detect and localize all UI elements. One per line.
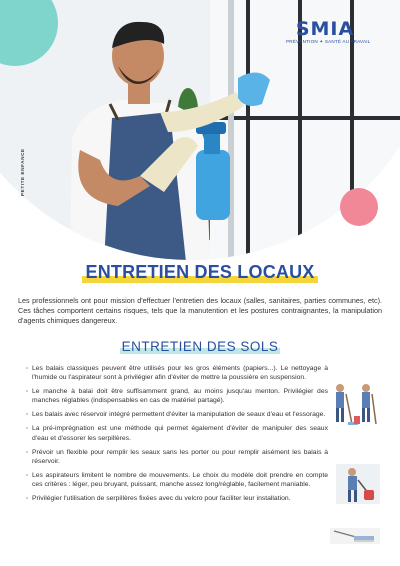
- intro-paragraph: Les professionnels ont pour mission d'effectuer l'entretien des locaux (salles, sanitaires, parties communes, etc). Ces tâches comportent certains risques, tels que la manutention et les postures contraignantes, la manipulation d'agents chimiques dangereux.: [18, 296, 382, 325]
- title-wrap: [0, 262, 400, 283]
- smia-logo: [286, 18, 371, 45]
- section-title-wrap: [0, 338, 400, 356]
- mopping-workers-illustration: [326, 380, 380, 428]
- logo-wordmark: SMIA: [295, 18, 355, 40]
- bullet-item: · Les balais avec réservoir intégré permettent d'éviter la manipulation de seaux d'eau et l'essorage.: [26, 410, 328, 419]
- bullet-item: · Prévoir un flexible pour remplir les seaux sans les porter ou pour remplir aisément les balais à réservoir.: [26, 448, 328, 466]
- bullet-list: [26, 364, 328, 508]
- decorative-pink-circle: [340, 188, 378, 226]
- bullet-item: · Privilégier l'utilisation de serpillères fixées avec du velcro pour faciliter leur installation.: [26, 494, 386, 503]
- velcro-mop-illustration: [330, 528, 380, 544]
- logo-tagline: PRÉVENTION ✦ SANTÉ AU TRAVAIL: [286, 39, 371, 44]
- hero-area: [0, 0, 400, 262]
- page-title: ENTRETIEN DES LOCAUX: [82, 262, 317, 283]
- section-title: ENTRETIEN DES SOLS: [121, 339, 279, 354]
- bullet-item: · Les balais classiques peuvent être utilisés pour les gros éléments (papiers...). Le nettoyage à l'humide ou l'aspirateur sont à privilégier afin d'éviter de mettre la poussière en suspension.: [26, 364, 328, 382]
- bullet-item: · La pré-imprégnation est une méthode qui permet également d'éviter de manipuler des seaux d'eau et d'essorer les serpillères.: [26, 424, 328, 442]
- vacuum-worker-illustration: [336, 464, 380, 504]
- side-category-label: PETITE ENFANCE: [20, 148, 25, 196]
- bullet-item: · Les aspirateurs limitent le nombre de mouvements. Le choix du modèle doit prendre en compte ces critères : léger, peu bruyant, puissant, manche assez long/réglable, facilement maniable.: [26, 471, 328, 489]
- bullet-item: · Le manche à balai doit être suffisamment grand, au moins jusqu'au menton. Privilégier des manches réglables (indispensables en cas de matériel partagé).: [26, 387, 328, 405]
